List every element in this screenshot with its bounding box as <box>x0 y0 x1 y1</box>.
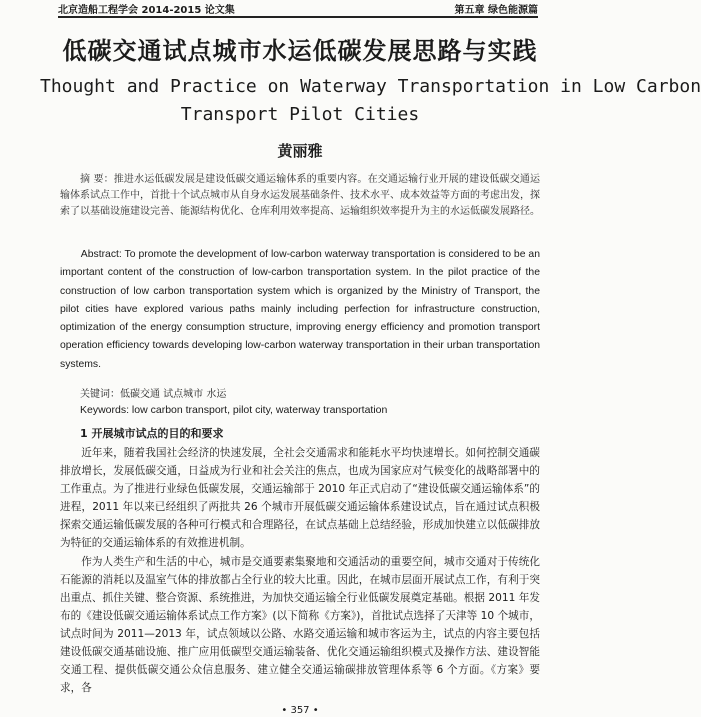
title-english-line-2: Transport Pilot Cities <box>180 104 420 125</box>
page-number: • 357 • <box>281 705 319 716</box>
body-paragraph-1: 近年来，随着我国社会经济的快速发展，全社会交通需求和能耗水平均快速增长。如何控制交通碳排放增长，发展低碳交通，日益成为行业和社会关注的焦点，也成为国家应对气候变化的战略部署中的工作重点。为了推进行业绿色低碳发展，交通运输部于 2010 年正式启动了“建设低碳交通运输体系”的进程，2011 年以来已经组织了两批共 26 个城市开展低碳交通运输体系建设试点，旨在通过试点积极探索交通运输低碳发展的各种可行模式和合理路径，在试点基础上总结经验，形成加快建立以低碳排放为特征的交通运输体系的有效推进机制。 <box>60 447 540 550</box>
abstract-english: Abstract: To promote the development of low-carbon waterway transportation is considered to be an important content of the construction of low-carbon transportation system. In the pilot practice of the construction of low carbon transportation system which is organized by the Ministry of Transport, the pilot cities have explored various paths mainly including perfection for infrastructure construction, optimization of the energy consumption structure, improving energy efficiency and promotion transport operation efficiency towards developing low-carbon waterway transportation in their urban transportation systems. <box>60 249 540 370</box>
body-paragraph-2: 作为人类生产和生活的中心，城市是交通要素集聚地和交通活动的重要空间，城市交通对于传统化石能源的消耗以及温室气体的排放都占全行业的较大比重。因此，在城市层面开展试点工作，有利于突出重点、抓住关键、整合资源、系统推进，为加快交通运输全行业低碳发展奠定基础。根据 2011 年发布的《建设低碳交通运输体系试点工作方案》(以下简称《方案》)，首批试点选择了天津等 10 个城市，试点时间为 2011—2013 年，试点领域以公路、水路交通运输和城市客运为主，试点的内容主要包括建设低碳交通基础设施、推广应用低碳型交通运输装备、优化交通运输组织模式及操作方法、建设智能交通工程、提供低碳交通公众信息服务、建立健全交通运输碳排放管理体系等 6 个方面。《方案》要求，各 <box>60 555 540 695</box>
abstract-chinese: 摘 要：推进水运低碳发展是建设低碳交通运输体系的重要内容。在交通运输行业开展的建设低碳交通运输体系试点工作中，首批十个试点城市从自身水运发展基础条件、技术水平、成本效益等方面的考虑出发，探索了以基础设施建设完善、能源结构优化、仓库利用效率提高、运输组织效率提升为主的水运低碳发展路径。 <box>60 174 540 217</box>
title-chinese: 低碳交通试点城市水运低碳发展思路与实践 <box>62 37 538 65</box>
keywords-english: Keywords: low carbon transport, pilot city, waterway transportation <box>80 404 388 416</box>
header-right: 第五章 绿色能源篇 <box>454 5 538 16</box>
title-english <box>40 73 701 129</box>
section-heading: 1 开展城市试点的目的和要求 <box>80 427 224 440</box>
header-left: 北京造船工程学会 2014-2015 论文集 <box>58 5 235 16</box>
keywords-chinese: 关键词：低碳交通 试点城市 水运 <box>80 389 227 400</box>
title-english-line-1: Thought and Practice on Waterway Transportation in Low Carbon <box>40 76 701 97</box>
running-header <box>58 0 538 18</box>
author-name: 黄丽雅 <box>277 142 323 160</box>
body-text <box>60 444 540 697</box>
